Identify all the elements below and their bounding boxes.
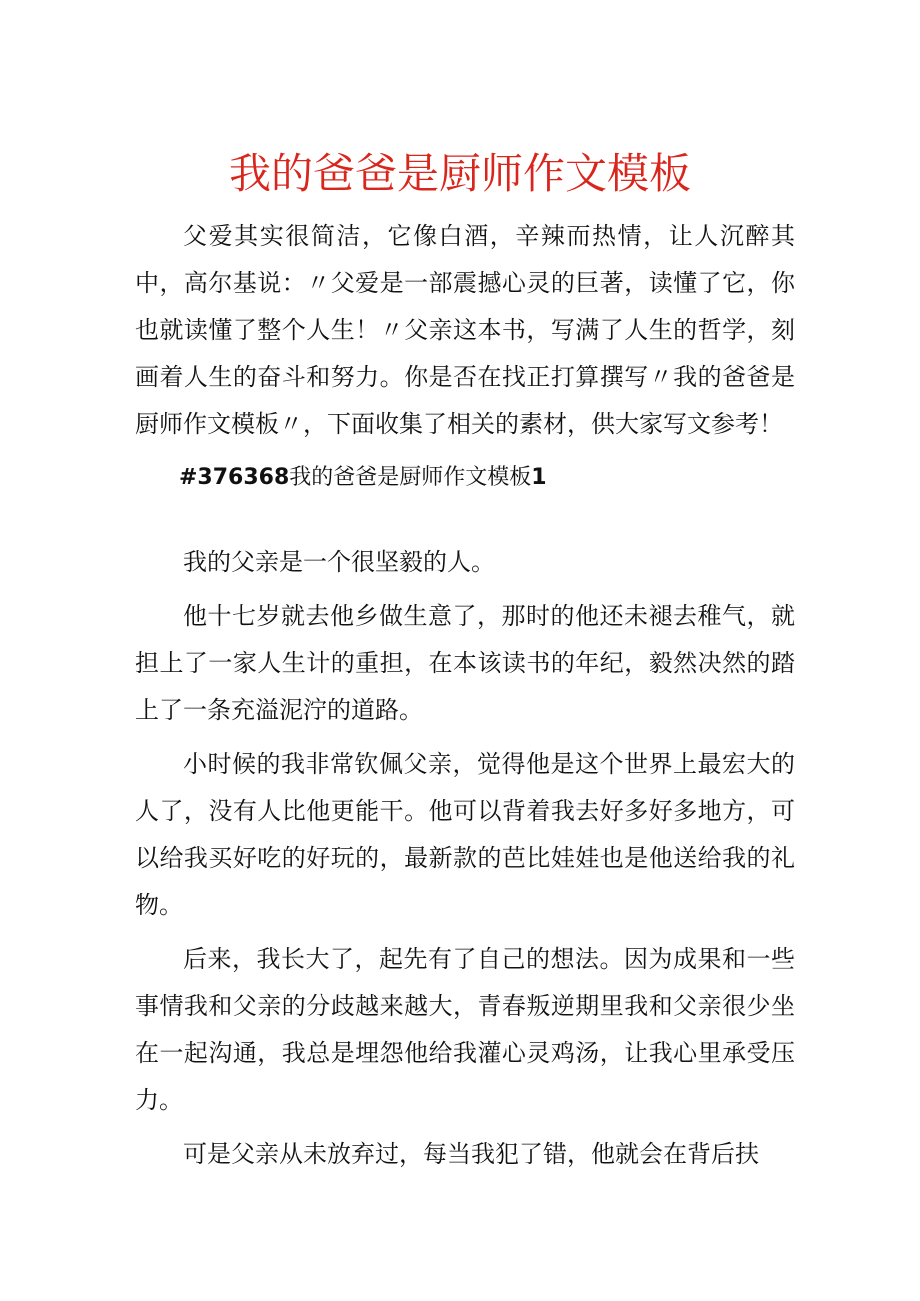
body-paragraph-1: 我的父亲是一个很坚毅的人。 [183, 548, 495, 576]
body-paragraph-4: 后来，我长大了，起先有了自己的想法。因为成果和一些事情我和父亲的分歧越来越大，青春叛逆期里我和父亲很少坐在一起沟通，我总是埋怨他给我灌心灵鸡汤，让我心里承受压力。 [135, 945, 795, 1114]
section-title: 我的爸爸是厨师作文模板 [289, 465, 532, 490]
document-body [135, 213, 795, 1185]
body-paragraph-5: 可是父亲从未放弃过，每当我犯了错，他就会在背后扶 [183, 1140, 759, 1168]
section-suffix: 1 [531, 465, 547, 490]
section-number: #376368 [179, 465, 290, 490]
body-paragraph-3: 小时候的我非常钦佩父亲，觉得他是这个世界上最宏大的人了，没有人比他更能干。他可以背着我去好多好多地方，可以给我买好吃的好玩的，最新款的芭比娃娃也是他送给我的礼物。 [135, 750, 795, 919]
document-title: 我的爸爸是厨师作文模板 [228, 149, 691, 198]
intro-paragraph: 父爱其实很简洁，它像白酒，辛辣而热情，让人沉醉其中，高尔基说：〃父爱是一部震撼心灵的巨著，读懂了它，你也就读懂了整个人生！〃父亲这本书，写满了人生的哲学，刻画着人生的奋斗和努力。你是否在找正打算撰写〃我的爸爸是厨师作文模板〃，下面收集了相关的素材，供大家写文参考！ [135, 222, 795, 438]
section-heading [135, 454, 795, 501]
body-paragraph-2: 他十七岁就去他乡做生意了，那时的他还未褪去稚气，就担上了一家人生计的重担，在本该读书的年纪，毅然决然的踏上了一条充溢泥泞的道路。 [135, 602, 795, 724]
